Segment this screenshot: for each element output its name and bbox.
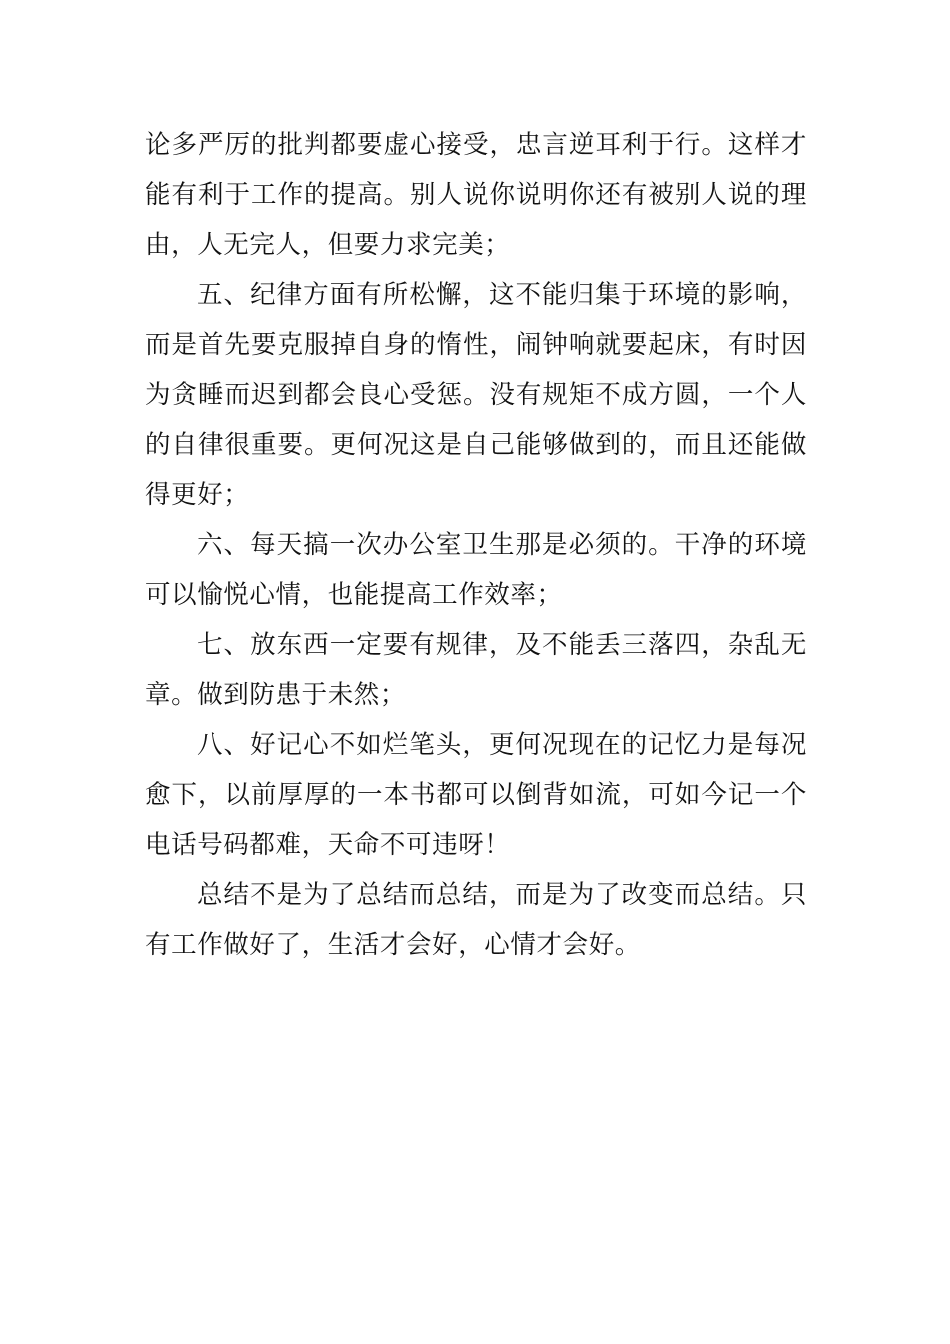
paragraph-item-eight: 八、好记心不如烂笔头，更何况现在的记忆力是每况愈下，以前厚厚的一本书都可以倒背如流，可如今记一个电话号码都难，天命不可违呀！ (145, 730, 807, 860)
paragraph-item-seven: 七、放东西一定要有规律，及不能丢三落四，杂乱无章。做到防患于未然； (145, 630, 807, 710)
document-body (145, 120, 807, 970)
paragraph-conclusion: 总结不是为了总结而总结，而是为了改变而总结。只有工作做好了，生活才会好，心情才会好。 (145, 880, 807, 960)
paragraph-item-six: 六、每天搞一次办公室卫生那是必须的。干净的环境可以愉悦心情，也能提高工作效率； (145, 530, 807, 610)
paragraph-continuation: 论多严厉的批判都要虚心接受，忠言逆耳利于行。这样才能有利于工作的提高。别人说你说明你还有被别人说的理由，人无完人，但要力求完美； (145, 130, 807, 260)
paragraph-item-five: 五、纪律方面有所松懈，这不能归集于环境的影响，而是首先要克服掉自身的惰性，闹钟响就要起床，有时因为贪睡而迟到都会良心受惩。没有规矩不成方圆，一个人的自律很重要。更何况这是自己能够做到的，而且还能做得更好； (145, 280, 807, 510)
